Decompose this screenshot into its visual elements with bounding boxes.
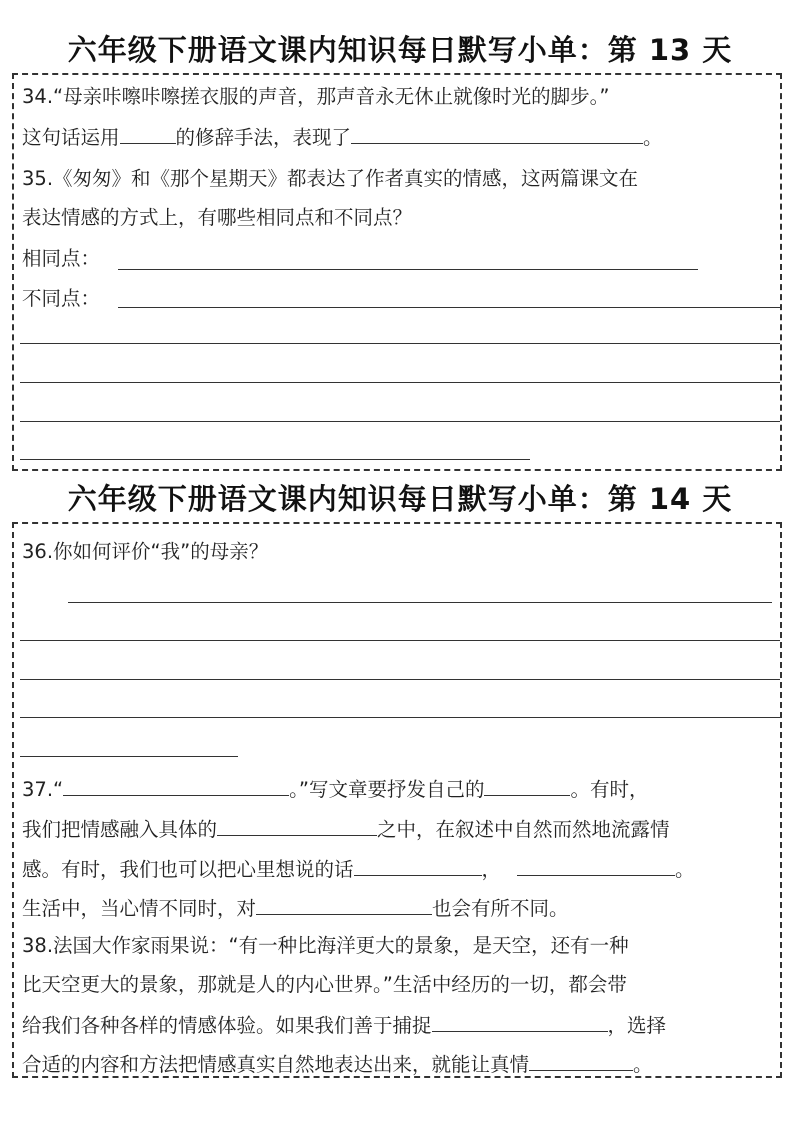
q34-blank-rhetoric[interactable] xyxy=(120,123,176,144)
q37-line3 xyxy=(22,855,695,884)
q35-diff-answer-line-3[interactable] xyxy=(20,382,780,383)
q36-answer-line-1[interactable] xyxy=(68,602,772,603)
q38-l3-b: ，选择 xyxy=(607,1014,667,1037)
q38-l4-b: 。 xyxy=(633,1053,653,1076)
q34-text-b: 的修辞手法，表现了 xyxy=(175,126,352,149)
q37-l1-c: 。有时， xyxy=(570,778,649,801)
q35-diff-answer-line-4[interactable] xyxy=(20,421,780,422)
q38-blank-capture[interactable] xyxy=(432,1011,608,1032)
day14-title: 六年级下册语文课内知识每日默写小单：第 14 天 xyxy=(67,482,733,516)
q37-l1-b: 。”写文章要抒发自己的 xyxy=(289,778,485,801)
q34-line1: 34.“母亲咔嚓咔嚓搓衣服的声音，那声音永无休止就像时光的脚步。” xyxy=(22,85,610,108)
q37-blank-express-1[interactable] xyxy=(354,855,482,876)
q37-l4-b: 也会有所不同。 xyxy=(432,897,569,920)
q37-blank-context[interactable] xyxy=(217,815,377,836)
q37-blank-express-2[interactable] xyxy=(517,855,675,876)
q34-text-c: 。 xyxy=(643,126,663,149)
day13-title: 六年级下册语文课内知识每日默写小单：第 13 天 xyxy=(67,33,733,67)
q37-l2-b: 之中，在叙述中自然而然地流露情 xyxy=(377,818,670,841)
q35-diff-label: 不同点： xyxy=(22,287,101,310)
q38-line1: 38.法国大作家雨果说：“有一种比海洋更大的景象，是天空，还有一种 xyxy=(22,934,629,957)
q37-line1 xyxy=(22,775,649,804)
q38-line2: 比天空更大的景象，那就是人的内心世界。”生活中经历的一切，都会带 xyxy=(22,973,627,996)
q37-l3-c: 。 xyxy=(675,858,695,881)
q38-line4 xyxy=(22,1050,653,1079)
q36-answer-line-3[interactable] xyxy=(20,679,780,680)
q37-line2 xyxy=(22,815,670,844)
q35-same-answer-line[interactable] xyxy=(118,269,698,270)
q38-line3 xyxy=(22,1011,666,1040)
q34-text-a: 这句话运用 xyxy=(22,126,120,149)
q37-l1-a: 37.“ xyxy=(22,778,64,801)
q35-same-label: 相同点： xyxy=(22,247,101,270)
q35-diff-answer-line-1[interactable] xyxy=(118,307,780,308)
q37-l2-a: 我们把情感融入具体的 xyxy=(22,818,218,841)
q37-l3-b: ， xyxy=(481,858,502,881)
q35-diff-answer-line-2[interactable] xyxy=(20,343,780,344)
q38-l4-a: 合适的内容和方法把情感真实自然地表达出来，就能让真情 xyxy=(22,1053,530,1076)
q38-l3-a: 给我们各种各样的情感体验。如果我们善于捕捉 xyxy=(22,1014,432,1037)
q37-blank-feeling[interactable] xyxy=(484,775,570,796)
q38-blank-result[interactable] xyxy=(529,1050,633,1071)
day13-box xyxy=(12,73,782,471)
q37-blank-feelings[interactable] xyxy=(256,894,432,915)
q37-blank-quote[interactable] xyxy=(63,775,289,796)
q35-line1: 35.《匆匆》和《那个星期天》都表达了作者真实的情感，这两篇课文在 xyxy=(22,167,639,190)
q36-line1: 36.你如何评价“我”的母亲？ xyxy=(22,540,269,563)
q36-answer-line-4[interactable] xyxy=(20,717,780,718)
q35-line2: 表达情感的方式上，有哪些相同点和不同点？ xyxy=(22,206,413,229)
q36-answer-line-5[interactable] xyxy=(20,756,238,757)
q34-blank-meaning[interactable] xyxy=(351,123,643,144)
q37-line4 xyxy=(22,894,569,923)
day14-box xyxy=(12,522,782,1078)
q34-line2 xyxy=(22,123,663,152)
q37-l3-a: 感。有时，我们也可以把心里想说的话 xyxy=(22,858,354,881)
q35-diff-answer-line-5[interactable] xyxy=(20,459,530,460)
q37-l4-a: 生活中，当心情不同时，对 xyxy=(22,897,257,920)
q36-answer-line-2[interactable] xyxy=(20,640,780,641)
